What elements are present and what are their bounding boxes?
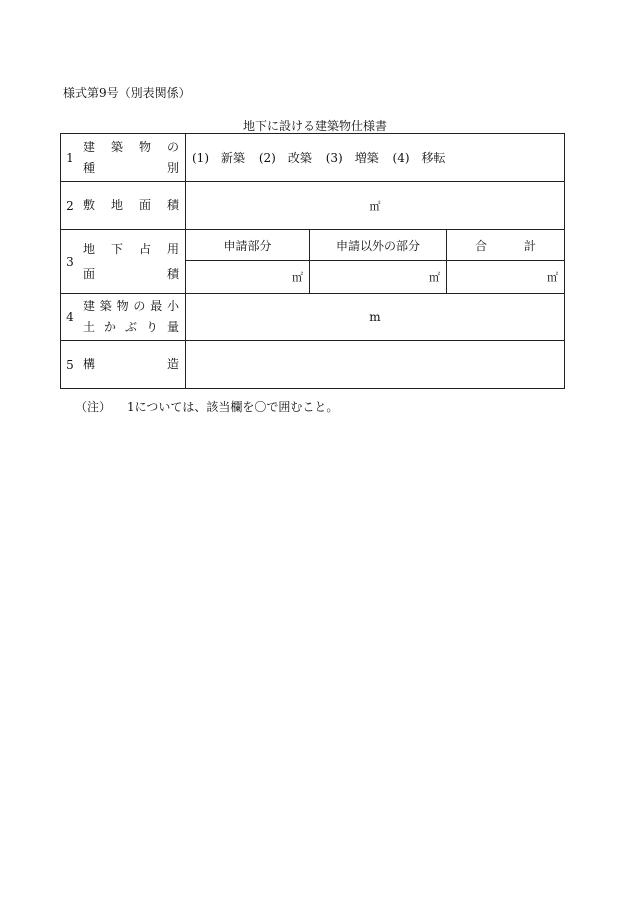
header-other-part: 申請以外の部分 <box>310 230 447 261</box>
unit-sqm: ㎡ <box>369 199 381 213</box>
building-type-options[interactable] <box>186 134 565 182</box>
applied-part-field[interactable]: ㎡ <box>186 261 310 294</box>
row-number: 4 <box>61 294 80 341</box>
header-applied-part: 申請部分 <box>186 230 310 261</box>
row-number: 1 <box>61 134 80 182</box>
row-number: 5 <box>61 341 80 389</box>
option-rebuild[interactable]: (2) 改築 <box>258 151 312 165</box>
unit-meter: m <box>369 310 381 324</box>
document-title: 地下に設ける建築物仕様書 <box>242 119 387 133</box>
footnote <box>75 398 338 415</box>
other-part-field[interactable]: ㎡ <box>310 261 447 294</box>
row-underground-area-header <box>61 230 565 261</box>
footnote-prefix: （注） <box>75 400 112 414</box>
label-underground-area: 地 下 占 用 面 積 <box>79 230 186 294</box>
row-number: 3 <box>61 230 80 294</box>
label-structure: 構 造 <box>79 341 186 389</box>
row-min-soil-cover <box>61 294 565 341</box>
row-site-area <box>61 182 565 230</box>
structure-field[interactable] <box>186 341 565 389</box>
footnote-text: 1については、該当欄を〇で囲むこと。 <box>127 400 339 414</box>
row-number: 2 <box>61 182 80 230</box>
total-field[interactable]: ㎡ <box>447 261 565 294</box>
label-min-soil-cover: 建 築 物 の 最 小 土 か ぶ り 量 <box>79 294 186 341</box>
row-building-type <box>61 134 565 182</box>
option-relocation[interactable]: (4) 移転 <box>392 151 446 165</box>
form-number: 様式第9号（別表関係） <box>63 86 191 100</box>
row-structure <box>61 341 565 389</box>
option-new[interactable]: (1) 新築 <box>192 151 246 165</box>
label-site-area: 敷 地 面 積 <box>79 182 186 230</box>
spec-table <box>60 133 565 389</box>
label-building-type: 建 築 物 の 種 別 <box>79 134 186 182</box>
site-area-field[interactable] <box>186 182 565 230</box>
option-extension[interactable]: (3) 増築 <box>325 151 379 165</box>
header-total: 合 計 <box>447 230 565 261</box>
min-soil-cover-field[interactable] <box>186 294 565 341</box>
